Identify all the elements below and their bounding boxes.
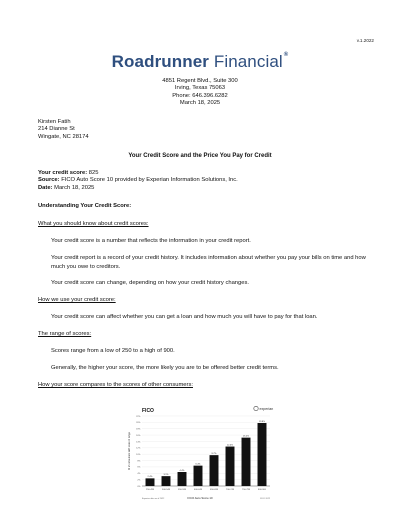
chart-data-label: 3.1% (163, 473, 169, 476)
chart-bar (178, 469, 187, 486)
chart-x-tick-label: 800-900 (257, 489, 267, 491)
chart-bar (242, 438, 251, 486)
understanding-heading: Understanding Your Credit Score: (38, 203, 132, 209)
recipient-city: Wingate, NC 28174 (38, 133, 89, 140)
chart-x-tick-label: 750-799 (241, 489, 251, 491)
logo-brand-rest: Financial (209, 52, 283, 71)
paragraph-better-terms: Generally, the higher your score, the more likely you are to be offered better credit terms. (51, 365, 279, 371)
chart-y-axis-label: % of consumers with score in range (128, 432, 131, 470)
chart-bar (258, 420, 267, 486)
how-we-use-heading: How we use your credit score: (38, 297, 116, 303)
address-line-1: 4851 Regent Blvd., Suite 300 (162, 78, 238, 84)
paragraph-score-range: Scores range from a low of 250 to a high of 900. (51, 348, 175, 354)
chart-y-tick-label: 8% (137, 460, 141, 463)
logo-brand: Roadrunner Financial (111, 52, 283, 71)
experian-logo-text: experian (259, 407, 274, 411)
score-value: 825 (87, 170, 99, 176)
chart-y-ticks (136, 416, 140, 488)
comparison-heading: How your score compares to the scores of other consumers: (38, 382, 193, 388)
phone-line: Phone: 646.396.6282 (172, 92, 228, 99)
chart-y-tick-label: 4% (137, 473, 141, 476)
score-summary (38, 170, 238, 192)
chart-y-tick-label: 22% (136, 415, 141, 418)
what-to-know-heading: What you should know about credit scores: (38, 221, 149, 227)
chart-y-tick-label: 0% (137, 485, 141, 488)
chart-x-tick-label: 700-749 (225, 489, 235, 491)
chart-data-label: 15.2% (242, 435, 250, 438)
chart-y-tick-label: 18% (136, 428, 141, 431)
chart-data-label: 4.4% (179, 469, 185, 472)
chart-x-tick-label: 250-499 (145, 489, 155, 491)
paragraph-score-definition: Your credit score is a number that reflects the information in your credit report. (51, 238, 251, 244)
chart-bars (146, 421, 267, 486)
chart-footnote-left: Experian data as of 2022 (142, 498, 165, 500)
chart-y-tick-label: 20% (136, 422, 141, 425)
recipient-name: Kirsten Fatih (38, 119, 71, 125)
chart-bar (226, 447, 235, 486)
recipient-address (38, 119, 89, 141)
chart-data-label: 19.8% (258, 420, 266, 423)
recipient-street: 214 Dianne St (38, 126, 75, 133)
paragraph-score-change: Your credit score can change, depending on how your credit history changes. (51, 280, 249, 286)
chart-x-tick-label: 600-649 (193, 489, 203, 491)
score-line: Your credit score: 825 (38, 170, 99, 176)
address-line-2: Irving, Texas 75063 (174, 85, 226, 92)
chart-gridlines (142, 416, 270, 486)
chart-data-label: 12.4% (226, 444, 234, 447)
chart-x-tick-label: 650-699 (209, 489, 219, 491)
chart-bar (210, 452, 219, 486)
chart-y-tick-label: 16% (136, 434, 141, 437)
chart-bar (162, 473, 171, 486)
date-value: March 18, 2025 (52, 184, 95, 191)
chart-x-tick-label: 550-599 (177, 489, 187, 491)
chart-x-tick-label: 500-549 (161, 489, 171, 491)
chart-data-label: 6.4% (195, 463, 201, 466)
chart-footnote-right: FICO 2022 (260, 498, 270, 500)
chart-data-label: 2.4% (147, 476, 153, 479)
source-value: FICO Auto Score 10 provided by Experian Information Solutions, Inc. (59, 177, 238, 184)
paragraph-score-usage: Your credit score can affect whether you can get a loan and how much you will have to pay for that loan. (51, 314, 318, 320)
chart-bar (194, 466, 203, 486)
chart-title: FICO (142, 408, 154, 414)
chart-x-ticks (146, 489, 267, 491)
chart-bar (146, 478, 155, 486)
chart-y-tick-label: 12% (136, 447, 141, 450)
source-line: Source: FICO Auto Score 10 provided by Experian Information Solutions, Inc. (38, 177, 238, 184)
chart-y-tick-label: 10% (136, 453, 141, 456)
date-line: Date: March 18, 2025 (38, 184, 95, 191)
chart-svg (112, 400, 288, 508)
experian-logo-mark (254, 406, 258, 410)
range-heading: The range of scores: (38, 331, 92, 337)
chart-y-tick-label: 6% (137, 466, 141, 469)
sender-address (0, 78, 400, 108)
experian-logo (254, 406, 273, 411)
score-distribution-chart (112, 400, 288, 508)
chart-x-axis-label: FICO Auto Score 10 (187, 496, 213, 500)
version-label: v.1.2022 (356, 38, 374, 43)
letter-date: March 18, 2025 (179, 100, 221, 107)
paragraph-report-definition: Your credit report is a record of your credit history. It includes information about whether you pay your bills on time and how much you owe to creditors. (51, 255, 366, 270)
chart-data-label: 9.7% (211, 452, 217, 455)
registered-mark: ® (283, 52, 289, 58)
company-logo (0, 52, 400, 72)
chart-y-tick-label: 2% (137, 479, 141, 482)
chart-y-tick-label: 14% (136, 441, 141, 444)
notice-title: Your Credit Score and the Price You Pay for Credit (128, 153, 272, 159)
